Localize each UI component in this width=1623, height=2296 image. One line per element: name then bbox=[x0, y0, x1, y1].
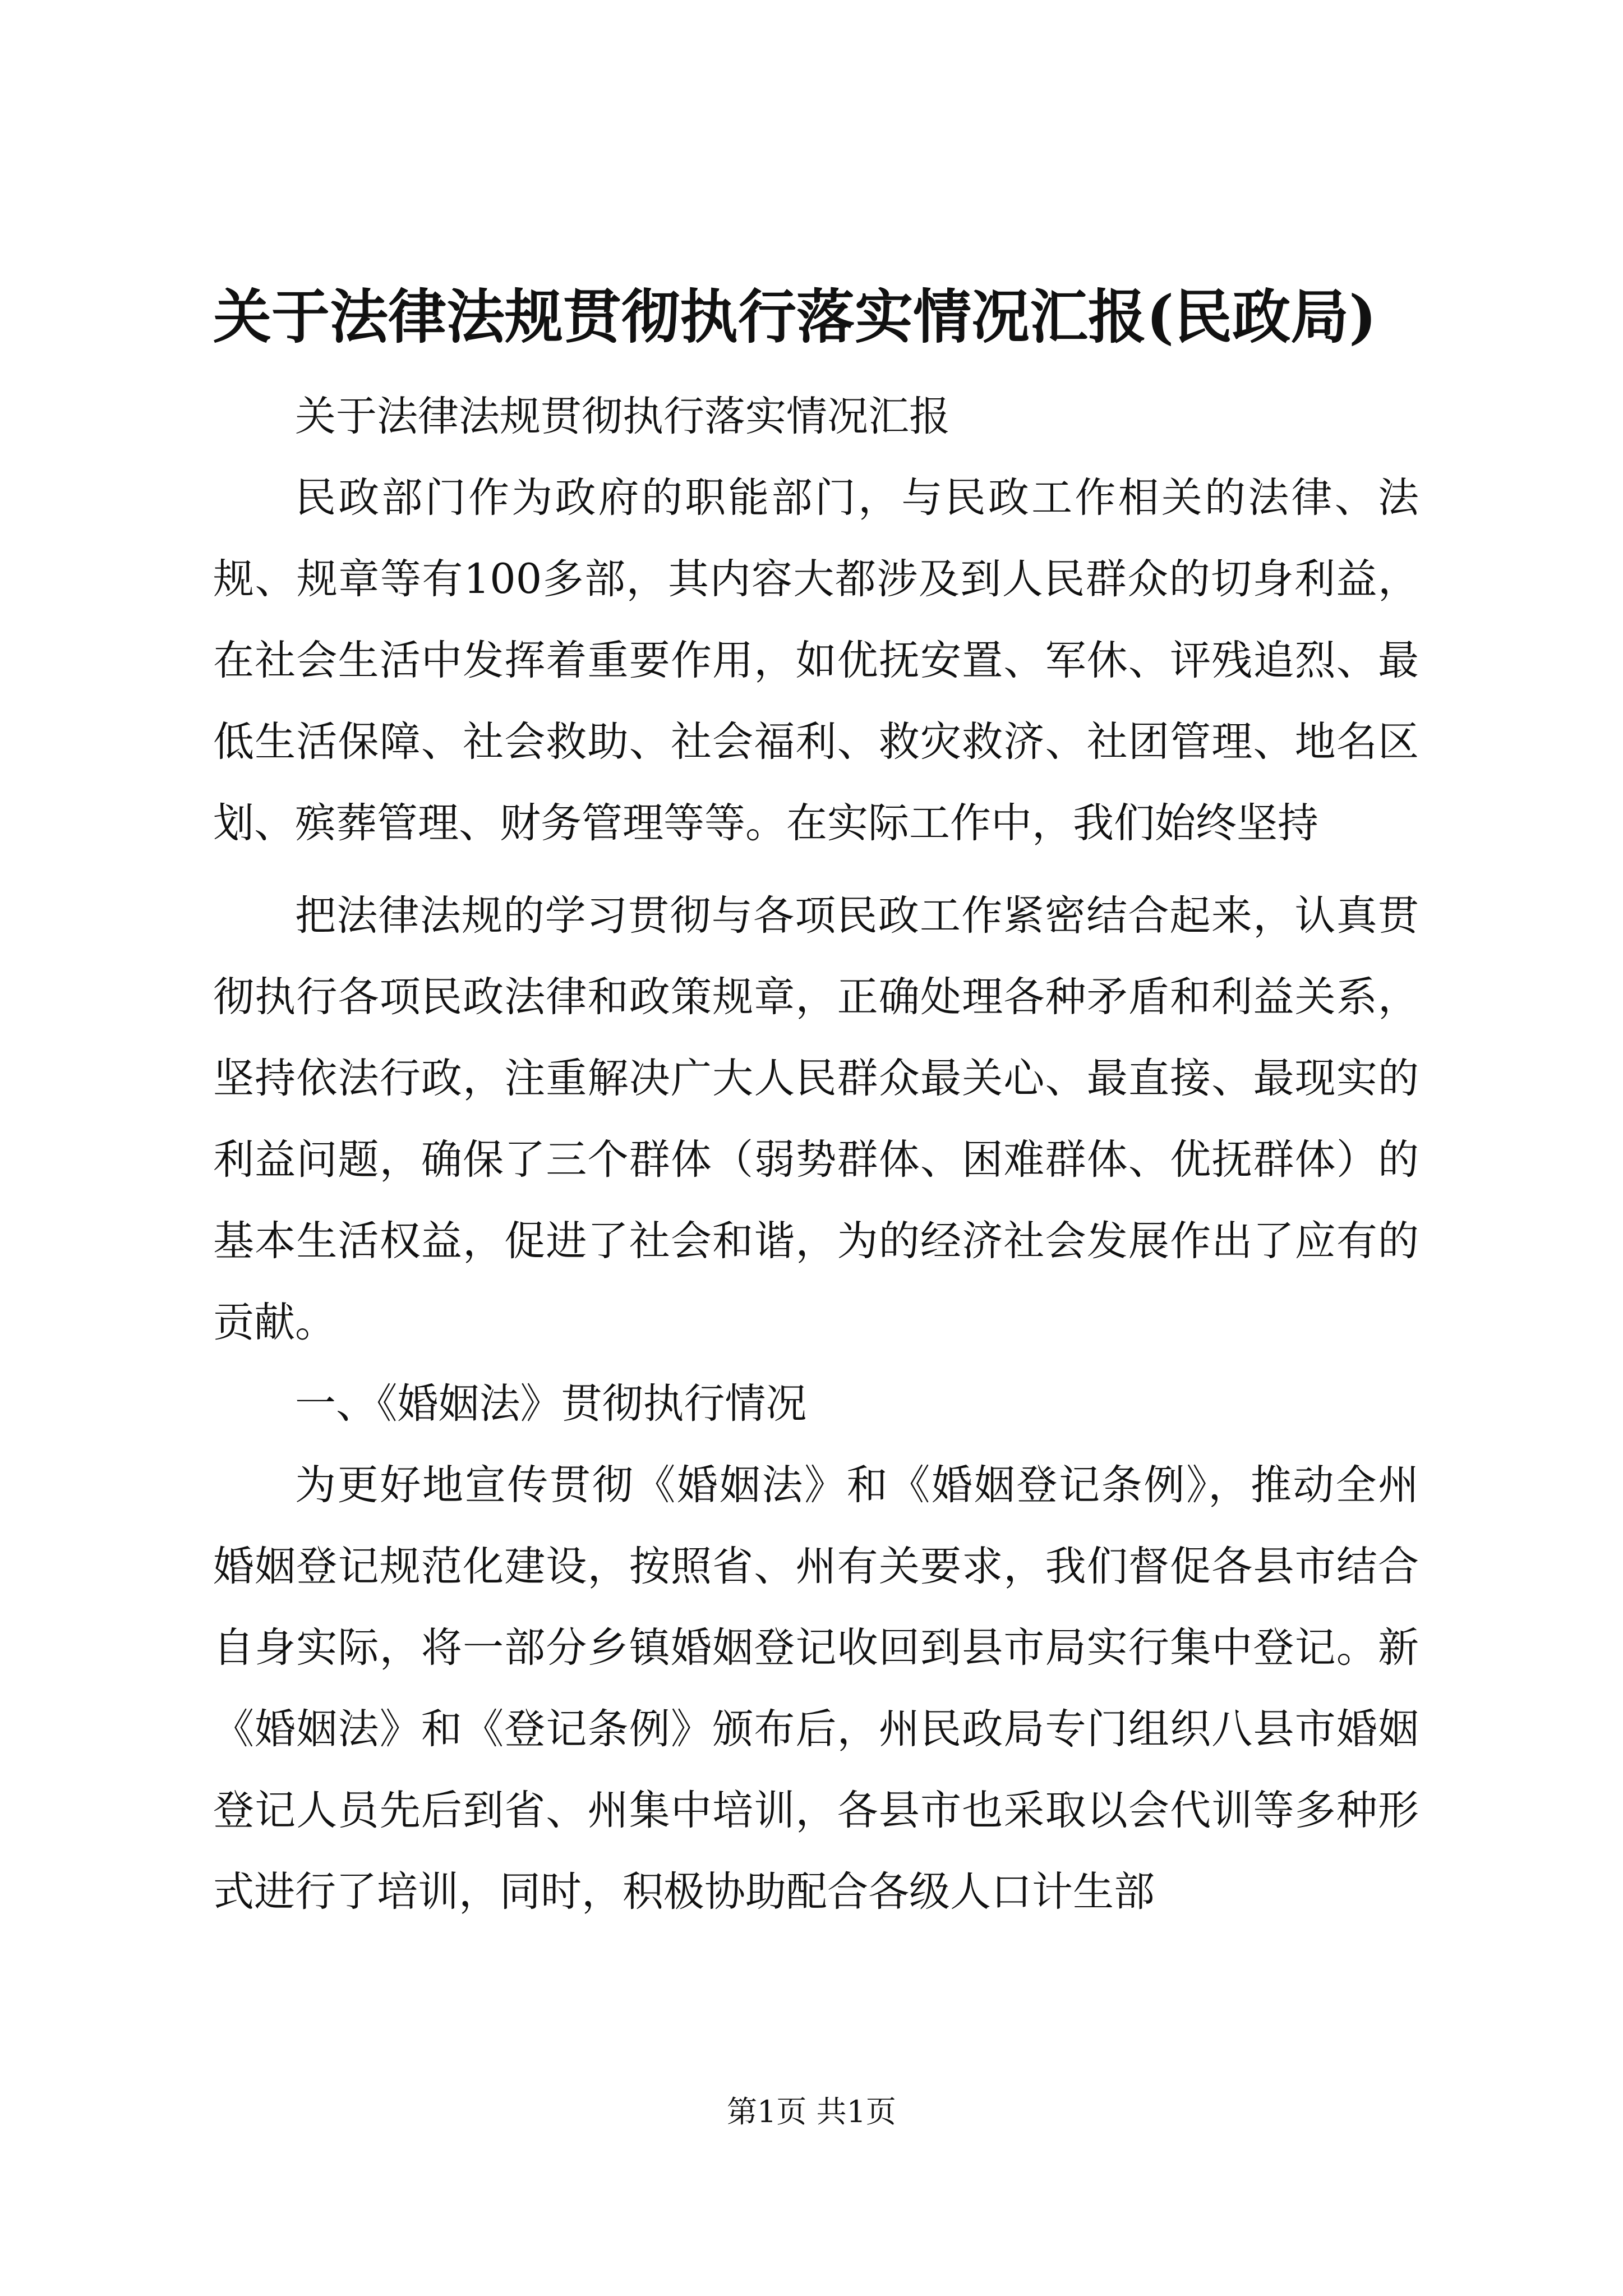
section-heading-1: 一、《婚姻法》贯彻执行情况 bbox=[295, 1380, 807, 1428]
document-title: 关于法律法规贯彻执行落实情况汇报(民政局) bbox=[213, 282, 1377, 351]
paragraph-3: 为更好地宣传贯彻《婚姻法》和《婚姻登记条例》，推动全州婚姻登记规范化建设，按照省、州有关要求，我们督促各县市结合自身实际，将一部分乡镇婚姻登记收回到县市局实行集中登记。新《婚姻法》和《登记条例》颁布后，州民政局专门组织八县市婚姻登记人员先后到省、州集中培训，各县市也采取以会代训等多种形式进行了培训，同时，积极协助配合各级人口计生部 bbox=[213, 1461, 1419, 1916]
paragraph-subtitle: 关于法律法规贯彻执行落实情况汇报 bbox=[295, 393, 950, 440]
paragraph-1: 民政部门作为政府的职能部门，与民政工作相关的法律、法规、规章等有100多部，其内容大都涉及到人民群众的切身利益，在社会生活中发挥着重要作用，如优抚安置、军休、评残追烈、最低生活保障、社会救助、社会福利、救灾救济、社团管理、地名区划、殡葬管理、财务管理等等。在实际工作中，我们始终坚持 bbox=[213, 474, 1419, 847]
page-footer: 第1页 共1页 bbox=[727, 2094, 896, 2129]
paragraph-2: 把法律法规的学习贯彻与各项民政工作紧密结合起来，认真贯彻执行各项民政法律和政策规章，正确处理各种矛盾和利益关系，坚持依法行政，注重解决广大人民群众最关心、最直接、最现实的利益问题，确保了三个群体（弱势群体、困难群体、优抚群体）的基本生活权益，促进了社会和谐，为的经济社会发展作出了应有的贡献。 bbox=[213, 892, 1419, 1346]
document-body bbox=[213, 376, 1419, 1932]
